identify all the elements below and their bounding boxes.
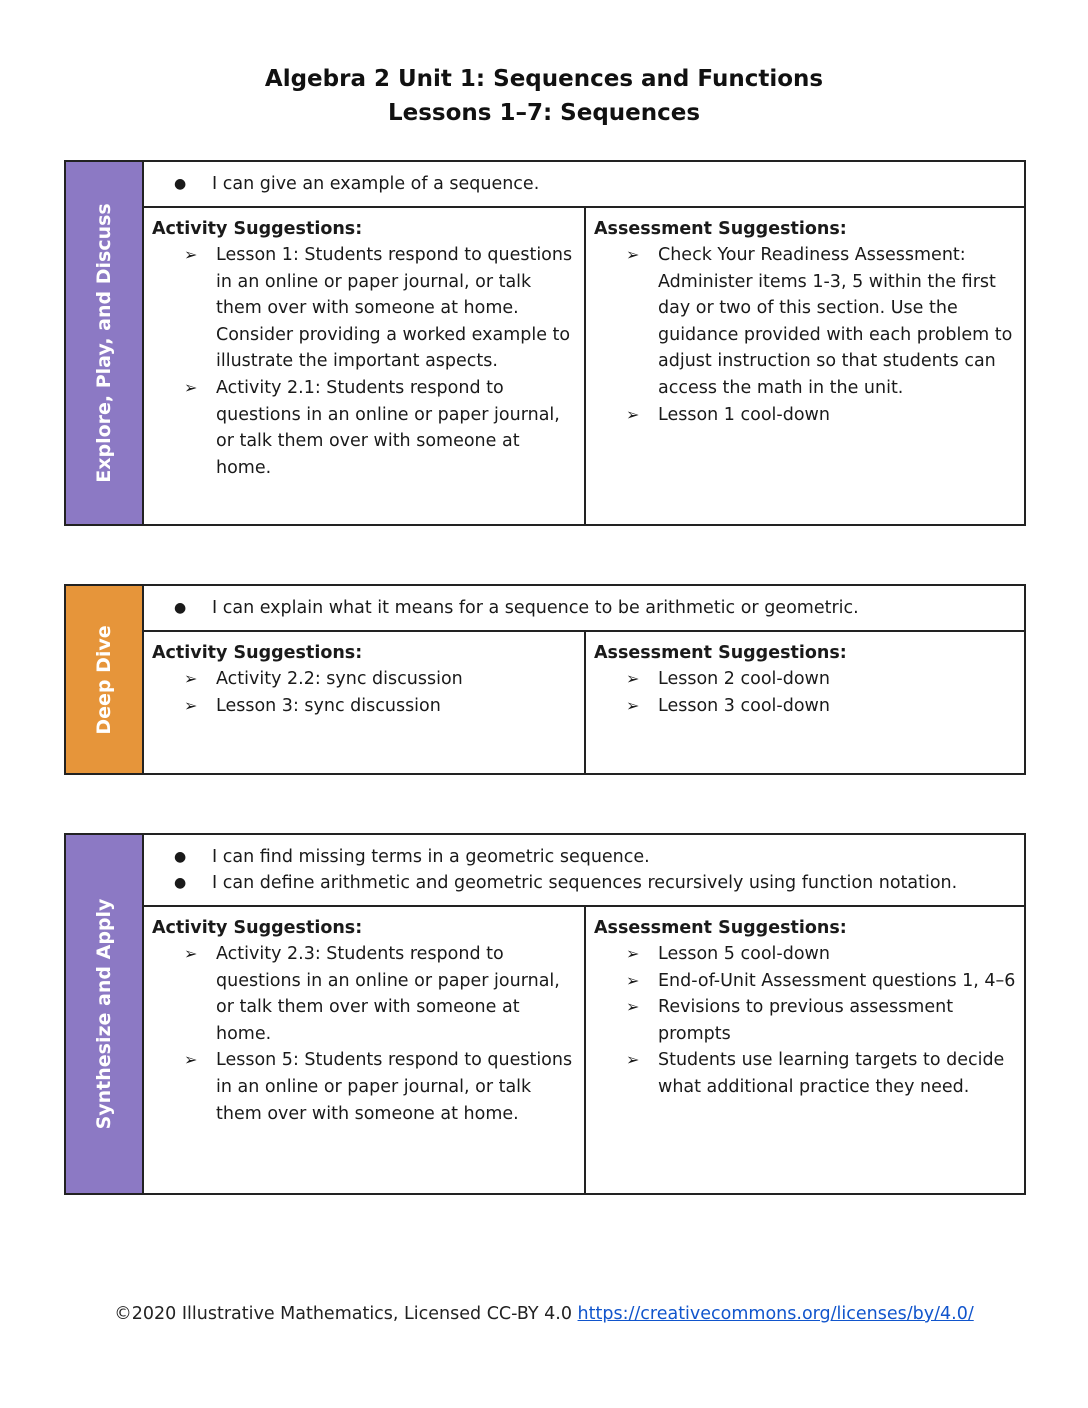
section-synthesize xyxy=(64,833,1026,1195)
list-item: ➢ Lesson 1 cool-down xyxy=(594,402,1016,429)
assessment-column xyxy=(586,632,1024,773)
bullet-icon: ● xyxy=(174,849,187,865)
arrow-bullet-icon: ➢ xyxy=(184,245,198,264)
assessment-heading: Assessment Suggestions: xyxy=(594,219,847,239)
bullet-icon: ● xyxy=(174,875,187,891)
bullet-icon: ● xyxy=(174,176,187,192)
list-item: ➢ Lesson 2 cool-down xyxy=(594,666,1016,693)
list-item: ➢ Activity 2.2: sync discussion xyxy=(152,666,576,693)
learning-target: ● I can give an example of a sequence. xyxy=(174,171,1014,197)
list-item: ➢ Revisions to previous assessment prompts xyxy=(594,994,1016,1047)
arrow-bullet-icon: ➢ xyxy=(626,944,640,963)
arrow-bullet-icon: ➢ xyxy=(626,669,640,688)
section-side-bar xyxy=(66,586,144,773)
assessment-heading: Assessment Suggestions: xyxy=(594,643,847,663)
learning-targets xyxy=(144,586,1024,632)
list-item: ➢ Lesson 3: sync discussion xyxy=(152,693,576,720)
learning-target: ● I can explain what it means for a sequence to be arithmetic or geometric. xyxy=(174,595,1014,621)
section-label: Deep Dive xyxy=(93,624,115,735)
section-label: Explore, Play, and Discuss xyxy=(93,203,115,483)
title-line-1: Algebra 2 Unit 1: Sequences and Functions xyxy=(264,66,824,92)
assessment-heading: Assessment Suggestions: xyxy=(594,918,847,938)
list-item: ➢ Activity 2.3: Students respond to questions in an online or paper journal, or talk them over with someone at home. xyxy=(152,941,576,1047)
list-item: ➢ Check Your Readiness Assessment: Administer items 1-3, 5 within the first day or two of this section. Use the guidance provided with each problem to adjust instruction so that students can access the math in the unit. xyxy=(594,242,1016,402)
section-explore xyxy=(64,160,1026,526)
license-link[interactable]: https://creativecommons.org/licenses/by/4.0/ xyxy=(577,1304,974,1324)
arrow-bullet-icon: ➢ xyxy=(184,944,198,963)
section-side-bar xyxy=(66,162,144,524)
footer-license-text: ©2020 Illustrative Mathematics, Licensed CC-BY 4.0 xyxy=(114,1304,572,1324)
arrow-bullet-icon: ➢ xyxy=(626,997,640,1017)
list-item: ➢ Students use learning targets to decide what additional practice they need. xyxy=(594,1047,1016,1100)
arrow-bullet-icon: ➢ xyxy=(626,245,640,264)
arrow-bullet-icon: ➢ xyxy=(184,377,198,397)
title-line-2: Lessons 1–7: Sequences xyxy=(387,100,701,126)
arrow-bullet-icon: ➢ xyxy=(626,1050,640,1070)
activity-column xyxy=(144,632,586,773)
section-deep-dive xyxy=(64,584,1026,775)
learning-targets xyxy=(144,835,1024,907)
list-item: ➢ Lesson 5: Students respond to questions in an online or paper journal, or talk them over with someone at home. xyxy=(152,1047,576,1127)
list-item: ➢ Lesson 1: Students respond to questions in an online or paper journal, or talk them over with someone at home. Consider providing a worked example to illustrate the important aspects. xyxy=(152,242,576,375)
arrow-bullet-icon: ➢ xyxy=(626,970,640,990)
arrow-bullet-icon: ➢ xyxy=(626,695,640,715)
section-label: Synthesize and Apply xyxy=(93,898,115,1130)
learning-targets xyxy=(144,162,1024,208)
bullet-icon: ● xyxy=(174,600,187,616)
assessment-column xyxy=(586,208,1024,524)
list-item: ➢ Lesson 3 cool-down xyxy=(594,693,1016,720)
arrow-bullet-icon: ➢ xyxy=(184,1050,198,1070)
arrow-bullet-icon: ➢ xyxy=(184,695,198,715)
learning-target: ● I can define arithmetic and geometric sequences recursively using function notation. xyxy=(174,870,1014,896)
footer xyxy=(0,1304,1088,1324)
section-side-bar xyxy=(66,835,144,1193)
list-item: ➢ Lesson 5 cool-down xyxy=(594,941,1016,968)
activity-column xyxy=(144,907,586,1193)
arrow-bullet-icon: ➢ xyxy=(184,669,198,688)
activity-heading: Activity Suggestions: xyxy=(152,643,363,663)
page-title xyxy=(0,62,1088,130)
learning-target: ● I can find missing terms in a geometric sequence. xyxy=(174,844,1014,870)
assessment-column xyxy=(586,907,1024,1193)
arrow-bullet-icon: ➢ xyxy=(626,404,640,424)
list-item: ➢ End-of-Unit Assessment questions 1, 4–6 xyxy=(594,968,1016,995)
activity-heading: Activity Suggestions: xyxy=(152,219,363,239)
list-item: ➢ Activity 2.1: Students respond to questions in an online or paper journal, or talk them over with someone at home. xyxy=(152,375,576,481)
activity-heading: Activity Suggestions: xyxy=(152,918,363,938)
activity-column xyxy=(144,208,586,524)
